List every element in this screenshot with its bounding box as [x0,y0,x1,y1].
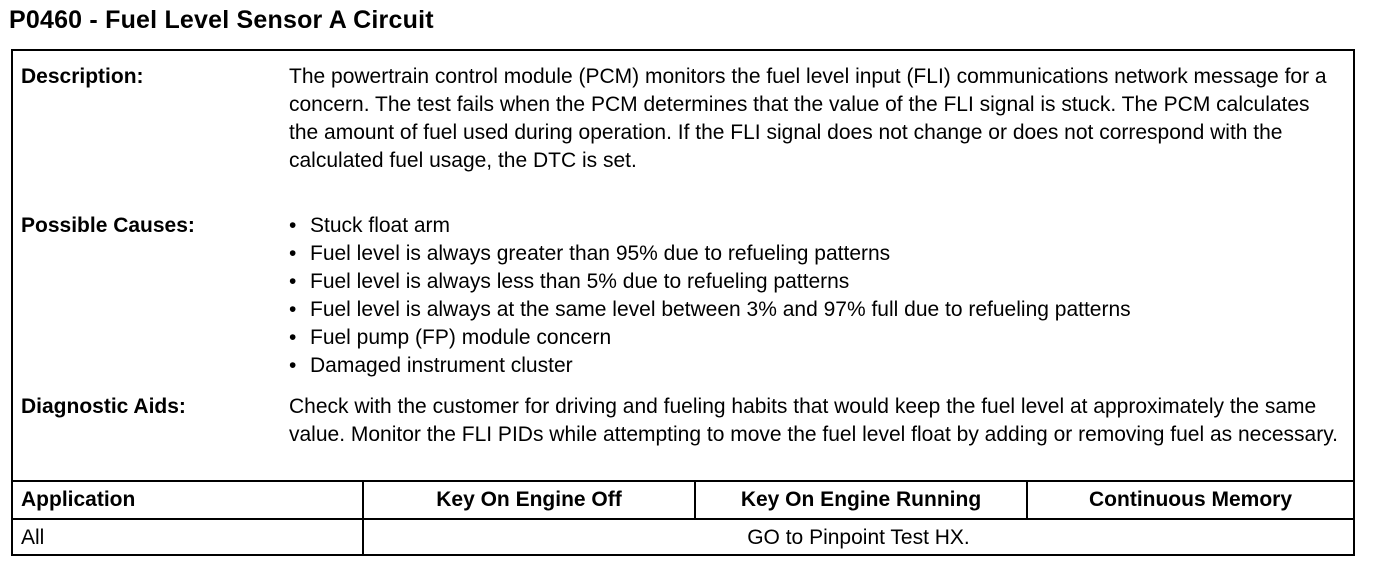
description-text: The powertrain control module (PCM) monitors the fuel level input (FLI) communications network message for a concern. The test fails when the PCM determines that the value of the FLI signal is stuck. The PCM calculates the amount of fuel used during operation. If the FLI signal does not change or does not correspond with the calculated fuel usage, the DTC is set. [289,65,1327,172]
possible-causes-list [289,212,1343,380]
list-item: • Fuel level is always at the same level between 3% and 97% full due to refueling patterns [289,296,1343,324]
diagnostic-aids-text: Check with the customer for driving and fueling habits that would keep the fuel level at approximately the same value. Monitor the FLI PIDs while attempting to move the fuel level float by adding or removing fuel as necessary. [289,395,1338,446]
description-label: Description: [21,65,144,88]
list-item: • Fuel level is always greater than 95% due to refueling patterns [289,240,1343,268]
dtc-info-table [11,49,1355,556]
action-value: GO to Pinpoint Test HX. [747,526,970,549]
possible-causes-label: Possible Causes: [21,214,195,237]
diagnostic-aids-label: Diagnostic Aids: [21,395,186,418]
column-header-continuous-memory: Continuous Memory [1089,488,1292,511]
list-item: • Fuel level is always less than 5% due to refueling patterns [289,268,1343,296]
list-item: • Stuck float arm [289,212,1343,240]
list-item: • Fuel pump (FP) module concern [289,324,1343,352]
column-header-application: Application [21,488,136,511]
column-header-koer: Key On Engine Running [740,488,982,511]
application-value: All [21,526,45,549]
list-item: • Damaged instrument cluster [289,352,1343,380]
column-header-koeo: Key On Engine Off [436,488,622,511]
page-title: P0460 - Fuel Level Sensor A Circuit [9,6,434,34]
